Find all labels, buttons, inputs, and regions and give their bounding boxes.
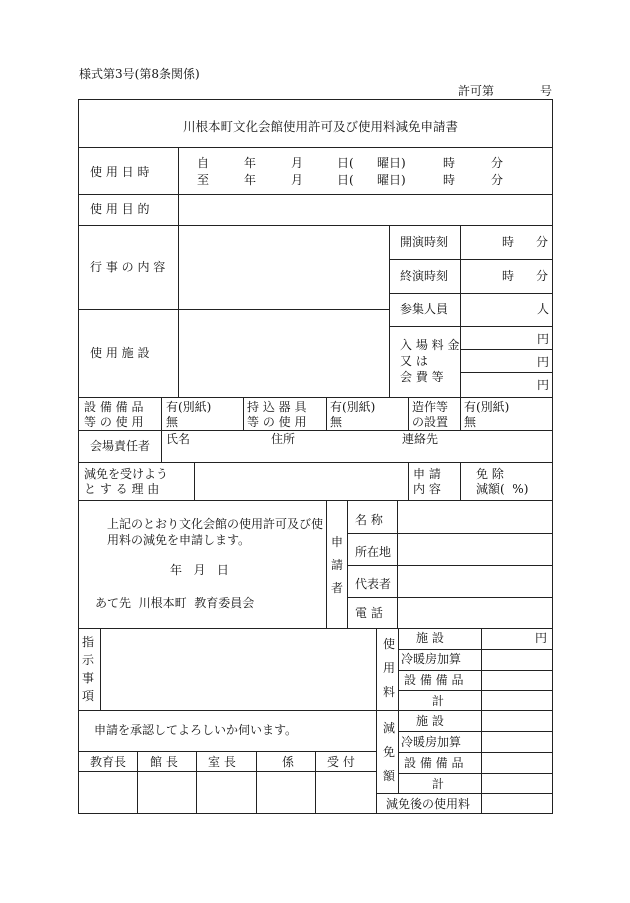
applicant-char-2: 請 [331, 558, 344, 572]
use-fee-item-aircon: 冷暖房加算 [401, 652, 462, 666]
rule [315, 751, 316, 814]
rule [347, 533, 553, 534]
use-fee-item-facility: 施 設 [416, 631, 444, 645]
permit-number-label: 許可第 [458, 84, 495, 98]
reduce-fee-char-2: 免 [383, 745, 396, 759]
applicant-representative-label: 代表者 [355, 577, 392, 591]
rule [78, 194, 553, 195]
form-number: 様式第3号(第8条関係) [79, 67, 200, 81]
from-label: 自 [197, 156, 210, 170]
end-minute: 分 [536, 269, 549, 283]
applicant-location-label: 所在地 [355, 545, 392, 559]
use-fee-char-1: 使 [383, 637, 396, 651]
rule [194, 462, 195, 501]
application-text-line2: 用料の減免を申請します。 [107, 533, 251, 547]
instructions-char-3: 事 [82, 671, 95, 685]
rule [389, 259, 553, 260]
purpose-label: 使 用 目 的 [90, 202, 150, 216]
rule [256, 751, 257, 814]
carry-in-option-no: 無 [330, 415, 343, 429]
use-fee-item-equipment: 設 備 備 品 [404, 673, 464, 687]
addressee: あて先 川根本町 教育委員会 [95, 596, 255, 610]
to-label: 至 [197, 173, 210, 187]
rule [460, 372, 553, 373]
rule [243, 397, 244, 430]
reduce-fee-item-facility: 施 設 [416, 714, 444, 728]
document-title: 川根本町文化会館使用許可及び使用料減免申請書 [183, 119, 459, 134]
rule [398, 670, 553, 671]
reduce-fee-item-total: 計 [432, 777, 445, 791]
rule [376, 628, 377, 814]
reduction-reason-line2: と す る 理 由 [84, 482, 160, 496]
to-hour: 時 [443, 173, 456, 187]
to-year: 年 [244, 173, 257, 187]
carry-in-label-line1: 持 込 器 具 [247, 400, 307, 414]
to-weekday: 曜日) [377, 173, 406, 187]
reduce-fee-char-3: 額 [383, 769, 396, 783]
usage-datetime-label: 使 用 日 時 [90, 165, 150, 179]
manager-contact-label: 連絡先 [402, 432, 439, 446]
from-day: 日( [337, 156, 354, 170]
approval-role-3: 室 長 [208, 755, 236, 769]
rule [389, 326, 553, 327]
from-weekday: 曜日) [377, 156, 406, 170]
reduce-fee-item-aircon: 冷暖房加算 [401, 735, 462, 749]
applicant-char-3: 者 [331, 581, 344, 595]
rule [398, 752, 553, 753]
reduce-fee-char-1: 減 [383, 721, 396, 735]
rule [460, 225, 461, 326]
approval-role-1: 教育長 [90, 755, 127, 769]
equipment-option-no: 無 [166, 415, 179, 429]
rule [78, 397, 553, 398]
attendees-unit: 人 [537, 302, 550, 316]
rule [78, 462, 553, 463]
rule [398, 773, 553, 774]
build-option-no: 無 [464, 415, 477, 429]
rule [389, 293, 553, 294]
fee-label-line2: 又 は [400, 354, 428, 368]
fee-label-line3: 会 費 等 [400, 370, 444, 384]
instructions-char-4: 項 [82, 689, 95, 703]
manager-address-label: 住所 [271, 432, 296, 446]
rule [78, 430, 553, 431]
end-time-label: 終演時刻 [400, 269, 449, 283]
rule [389, 225, 390, 398]
application-text-line1: 上記のとおり文化会館の使用許可及び使 [107, 517, 324, 531]
frame-top [78, 99, 553, 100]
use-fee-char-3: 料 [383, 685, 396, 699]
rule [376, 710, 553, 711]
rule [408, 462, 409, 501]
approval-role-2: 館 長 [150, 755, 178, 769]
carry-in-label-line2: 等 の 使 用 [247, 415, 307, 429]
manager-label: 会場責任者 [90, 439, 151, 453]
instructions-char-1: 指 [82, 635, 95, 649]
build-label-line2: の設置 [412, 415, 449, 429]
request-label-line2: 内 容 [413, 482, 441, 496]
rule [460, 326, 461, 398]
rule [137, 751, 138, 814]
rule [326, 397, 327, 430]
applicant-char-1: 申 [331, 535, 344, 549]
fee-yen-3: 円 [537, 378, 550, 392]
rule [161, 397, 162, 463]
rule [196, 751, 197, 814]
rule [398, 731, 553, 732]
event-label: 行 事 の 内 容 [90, 260, 166, 274]
rule [460, 397, 461, 430]
rule [326, 500, 327, 629]
permit-number-suffix: 号 [540, 84, 553, 98]
rule [78, 500, 553, 501]
frame-right [552, 99, 553, 814]
to-minute: 分 [491, 173, 504, 187]
build-option-yes: 有(別紙) [464, 400, 510, 414]
rule [398, 649, 553, 650]
request-label-line1: 申 請 [413, 467, 441, 481]
from-hour: 時 [443, 156, 456, 170]
applicant-phone-label: 電 話 [355, 606, 383, 620]
use-fee-char-2: 用 [383, 661, 396, 675]
rule [347, 565, 553, 566]
use-fee-item-total: 計 [432, 694, 445, 708]
approval-role-5: 受 付 [327, 755, 355, 769]
application-date: 年 月 日 [170, 563, 229, 577]
carry-in-option-yes: 有(別紙) [330, 400, 376, 414]
build-label-line1: 造作等 [412, 400, 449, 414]
fee-yen-1: 円 [537, 332, 550, 346]
manager-name-label: 氏名 [166, 432, 191, 446]
from-minute: 分 [491, 156, 504, 170]
rule [347, 597, 553, 598]
approval-text: 申請を承認してよろしいか伺います。 [94, 723, 298, 737]
approval-role-4: 係 [282, 755, 295, 769]
reduce-option: 減額( %) [476, 482, 529, 496]
fee-yen-2: 円 [537, 355, 550, 369]
rule [460, 349, 553, 350]
rule [398, 690, 553, 691]
rule [78, 771, 376, 772]
facility-label: 使 用 施 設 [90, 346, 150, 360]
open-time-label: 開演時刻 [400, 235, 449, 249]
rule [78, 147, 553, 148]
from-year: 年 [244, 156, 257, 170]
attendees-label: 参集人員 [400, 302, 449, 316]
rule [100, 628, 101, 710]
rule [376, 793, 553, 794]
rule [78, 751, 376, 752]
rule [78, 309, 389, 310]
rule [78, 225, 553, 226]
frame-left [78, 99, 79, 814]
rule [460, 462, 461, 501]
to-month: 月 [291, 173, 304, 187]
open-minute: 分 [536, 235, 549, 249]
instructions-char-2: 示 [82, 653, 95, 667]
rule [481, 628, 482, 814]
open-hour: 時 [502, 235, 515, 249]
rule [408, 397, 409, 430]
use-fee-yen: 円 [535, 631, 548, 645]
fee-after-reduction-label: 減免後の使用料 [386, 797, 471, 811]
from-month: 月 [291, 156, 304, 170]
fee-label-line1: 入 場 料 金 [400, 338, 460, 352]
equipment-label-line1: 設 備 備 品 [84, 400, 144, 414]
exempt-option: 免 除 [476, 467, 504, 481]
reduction-reason-line1: 減免を受けよう [84, 467, 169, 481]
reduce-fee-item-equipment: 設 備 備 品 [404, 756, 464, 770]
equipment-option-yes: 有(別紙) [166, 400, 212, 414]
rule [178, 147, 179, 398]
applicant-name-label: 名 称 [355, 513, 383, 527]
to-day: 日( [337, 173, 354, 187]
end-hour: 時 [502, 269, 515, 283]
rule [78, 710, 376, 711]
equipment-label-line2: 等 の 使 用 [84, 415, 144, 429]
